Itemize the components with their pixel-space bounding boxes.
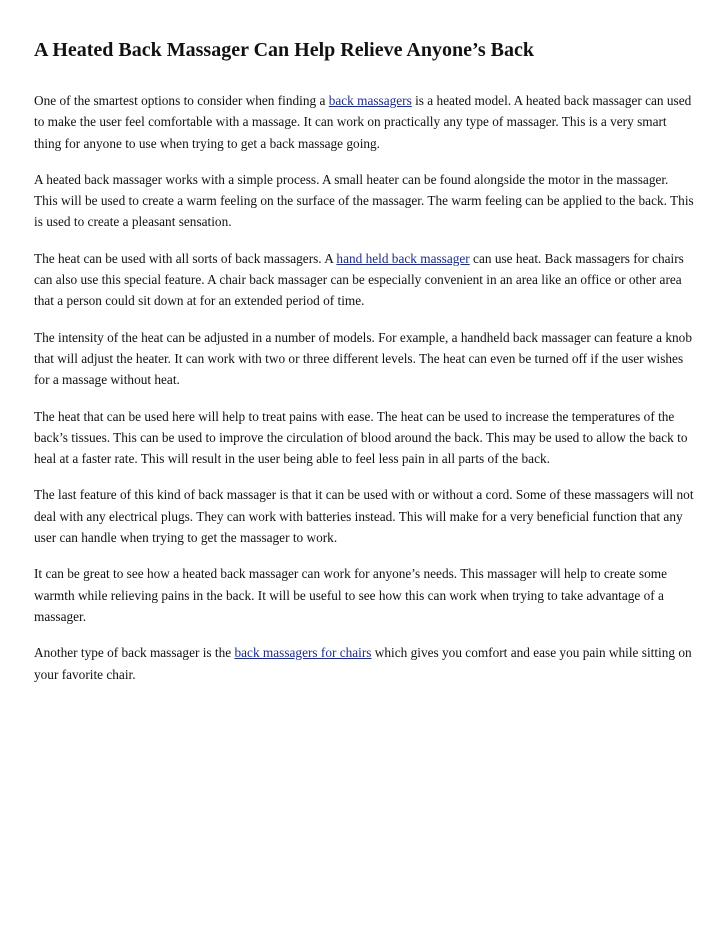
paragraph-5: The heat that can be used here will help to treat pains with ease. The heat can be used to increase the temperatures of the back’s tissues. This can be used to improve the circulation of blood around the back. This may be used to allow the back to heal at a faster rate. This will result in the user being able to feel less pain in all parts of the back. <box>34 408 688 467</box>
paragraph-4: The intensity of the heat can be adjusted in a number of models. For example, a handheld back massager can feature a knob that will adjust the heater. It can work with two or three different levels. The heat can even be turned off if the user wishes for a massage without heat. <box>34 329 692 388</box>
paragraph-8-text-after: which gives you comfort and ease you pain while sitting on your favorite chair. <box>34 645 692 682</box>
paragraph-3 <box>34 248 694 312</box>
paragraph-3-text-before: The heat can be used with all sorts of back massagers. A <box>34 250 337 266</box>
paragraph-1-text-before: One of the smartest options to consider when finding a <box>34 93 329 108</box>
document-title: A Heated Back Massager Can Help Relieve Anyone’s Back <box>34 39 534 61</box>
paragraph-6: The last feature of this kind of back massager is that it can be used with or without a cord. Some of these massagers will not deal with any electrical plugs. They can work with batteries instead. This will make for a very beneficial function that any user can handle when trying to get the massager to work. <box>34 487 694 546</box>
paragraph-8-text-before: Another type of back massager is the <box>34 645 235 661</box>
back-massagers-link[interactable]: back massagers <box>328 93 412 108</box>
paragraph-8 <box>34 642 694 685</box>
paragraph-1 <box>34 90 694 154</box>
paragraph-1-text-after: is a heated model. A heated back massager can used to make the user feel comfortable with a massage. It can work on practically any type of massager. This is a very smart thing for anyone to use when trying to get a back massage going. <box>34 93 692 151</box>
paragraph-2: A heated back massager works with a simple process. A small heater can be found alongside the motor in the massager. This will be used to create a warm feeling on the surface of the massager. The warm feeling can be applied to the back. This is used to create a pleasant sensation. <box>34 171 694 230</box>
back-massagers-for-chairs-link[interactable]: back massagers for chairs <box>234 645 372 661</box>
document-page <box>34 38 694 700</box>
paragraph-7: It can be great to see how a heated back massager can work for anyone’s needs. This massager will help to create some warmth while relieving pains in the back. It will be useful to see how this can work when trying to take advantage of a massager. <box>34 566 667 624</box>
hand-held-back-massager-link[interactable]: hand held back massager <box>336 250 470 266</box>
paragraph-3-text-after: can use heat. Back massagers for chairs can also use this special feature. A chair back massager can be especially convenient in an area like an office or other area that a person could sit down at for an extended period of time. <box>34 250 684 309</box>
